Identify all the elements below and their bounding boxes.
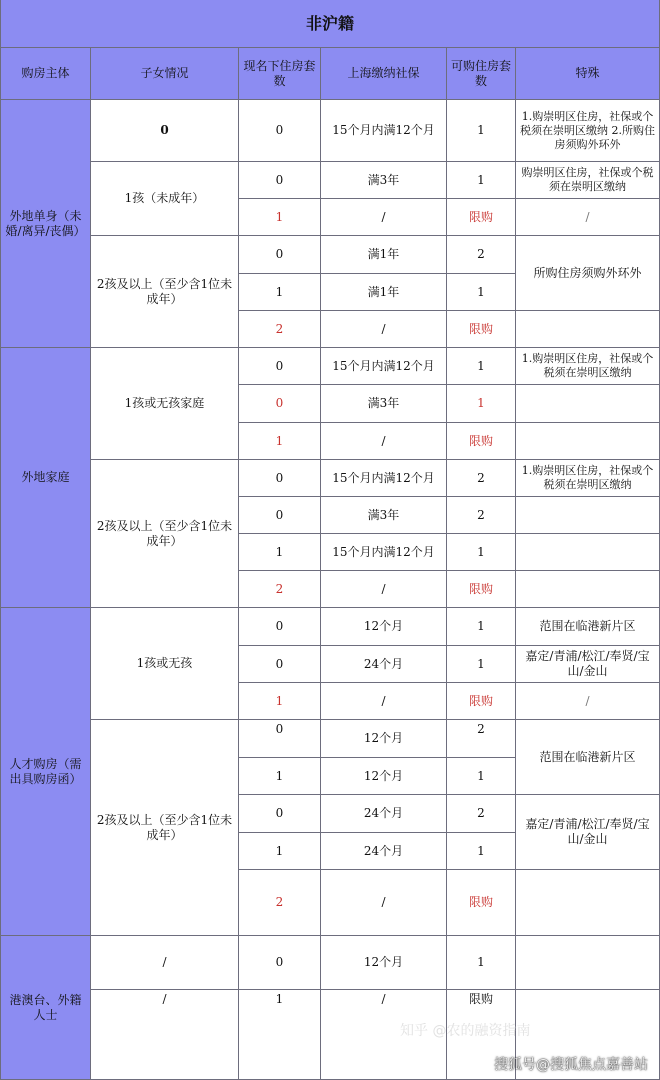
owned-cell: 0 xyxy=(239,100,321,162)
buyable-limit: 限购 xyxy=(447,311,516,348)
buyable-cell: 1 xyxy=(447,348,516,385)
owned-cell: 0 xyxy=(239,460,321,497)
buyable-cell: 2 xyxy=(447,497,516,534)
note-districts: 嘉定/青浦/松江/奉贤/宝山/金山 xyxy=(516,646,660,683)
owned-cell: 1 xyxy=(239,274,321,311)
social-cell: 15个月内满12个月 xyxy=(321,534,447,571)
group-single: 外地单身（未婚/离异/丧偶） xyxy=(0,100,91,348)
buyable-limit: 限购 xyxy=(447,571,516,608)
note-empty xyxy=(516,571,660,608)
owned-cell: 0 xyxy=(239,646,321,683)
owned-cell: 0 xyxy=(239,348,321,385)
social-cell: 24个月 xyxy=(321,833,447,870)
buyable-cell: 1 xyxy=(447,646,516,683)
table-title: 非沪籍 xyxy=(0,0,660,48)
social-cell: 15个月内满12个月 xyxy=(321,460,447,497)
header-special: 特殊 xyxy=(516,48,660,100)
note-chongming: 购崇明区住房，社保或个税须在崇明区缴纳 xyxy=(516,162,660,199)
note-lingang: 范围在临港新片区 xyxy=(516,608,660,646)
buyable-cell: 1 xyxy=(447,385,516,423)
buyable-cell: 2 xyxy=(447,236,516,274)
owned-cell: 2 xyxy=(239,870,321,936)
credit-watermark: 搜狐号@搜狐焦点嘉善站 xyxy=(494,1057,648,1073)
owned-cell: 1 xyxy=(239,683,321,720)
children-one-or-none-family: 1孩或无孩家庭 xyxy=(91,348,239,460)
header-subject: 购房主体 xyxy=(0,48,91,100)
buyable-cell: 1 xyxy=(447,758,516,795)
children-two-plus: 2孩及以上（至少含1位未成年） xyxy=(91,720,239,936)
header-children: 子女情况 xyxy=(91,48,239,100)
buyable-cell: 1 xyxy=(447,162,516,199)
header-social-security: 上海缴纳社保 xyxy=(321,48,447,100)
owned-cell: 1 xyxy=(239,758,321,795)
group-foreign: 港澳台、外籍人士 xyxy=(0,936,91,1080)
children-one-minor: 1孩（未成年） xyxy=(91,162,239,236)
note-chongming: 1.购崇明区住房，社保或个税须在崇明区缴纳 xyxy=(516,460,660,497)
buyable-limit: 限购 xyxy=(447,870,516,936)
note-lingang: 范围在临港新片区 xyxy=(516,720,660,795)
owned-cell: 0 xyxy=(239,795,321,833)
buyable-cell: 1 xyxy=(447,274,516,311)
note-empty xyxy=(516,870,660,936)
buyable-cell: 1 xyxy=(447,608,516,646)
note-empty xyxy=(516,423,660,460)
buyable-cell: 1 xyxy=(447,534,516,571)
owned-cell: 1 xyxy=(239,833,321,870)
note-districts: 嘉定/青浦/松江/奉贤/宝山/金山 xyxy=(516,795,660,870)
owned-cell: 1 xyxy=(239,423,321,460)
buyable-cell: 2 xyxy=(447,460,516,497)
buyable-limit: 限购 xyxy=(447,683,516,720)
group-talent: 人才购房（需出具购房函） xyxy=(0,608,91,936)
social-cell: 满1年 xyxy=(321,236,447,274)
faint-watermark: 知乎 @农的融资指南 xyxy=(400,1023,531,1039)
children-two-plus: 2孩及以上（至少含1位未成年） xyxy=(91,460,239,608)
children-zero: 0 xyxy=(91,100,239,162)
children-slash: / xyxy=(91,990,239,1080)
owned-cell: 0 xyxy=(239,720,321,758)
owned-cell: 0 xyxy=(239,497,321,534)
social-cell: / xyxy=(321,571,447,608)
social-cell: 满3年 xyxy=(321,162,447,199)
header-owned-count: 现名下住房套数 xyxy=(239,48,321,100)
social-cell: / xyxy=(321,870,447,936)
note-slash: / xyxy=(516,683,660,720)
owned-cell: 0 xyxy=(239,385,321,423)
buyable-cell: 2 xyxy=(447,720,516,758)
note-empty xyxy=(516,385,660,423)
social-cell: 24个月 xyxy=(321,646,447,683)
owned-cell: 1 xyxy=(239,199,321,236)
social-cell: / xyxy=(321,990,447,1080)
buyable-cell: 1 xyxy=(447,100,516,162)
social-cell: 满3年 xyxy=(321,497,447,534)
social-cell: / xyxy=(321,311,447,348)
note-empty xyxy=(516,936,660,990)
group-family: 外地家庭 xyxy=(0,348,91,608)
owned-cell: 0 xyxy=(239,936,321,990)
owned-cell: 1 xyxy=(239,534,321,571)
social-cell: 24个月 xyxy=(321,795,447,833)
note-outer-ring: 所购住房须购外环外 xyxy=(516,236,660,311)
children-one-or-none: 1孩或无孩 xyxy=(91,608,239,720)
note-empty xyxy=(516,497,660,534)
note-empty xyxy=(516,534,660,571)
owned-cell: 1 xyxy=(239,990,321,1080)
social-cell: 12个月 xyxy=(321,720,447,758)
note-empty xyxy=(516,311,660,348)
children-slash: / xyxy=(91,936,239,990)
owned-cell: 0 xyxy=(239,162,321,199)
social-cell: 15个月内满12个月 xyxy=(321,100,447,162)
owned-cell: 2 xyxy=(239,571,321,608)
buyable-limit: 限购 xyxy=(447,423,516,460)
owned-cell: 0 xyxy=(239,608,321,646)
note-chongming: 1.购崇明区住房，社保或个税须在崇明区缴纳 2.所购住房须购外环外 xyxy=(516,100,660,162)
social-cell: / xyxy=(321,199,447,236)
buyable-cell: 1 xyxy=(447,833,516,870)
children-two-plus: 2孩及以上（至少含1位未成年） xyxy=(91,236,239,348)
buyable-limit: 限购 xyxy=(447,990,516,1080)
social-cell: 满3年 xyxy=(321,385,447,423)
social-cell: 15个月内满12个月 xyxy=(321,348,447,385)
note-slash: / xyxy=(516,199,660,236)
owned-cell: 2 xyxy=(239,311,321,348)
buyable-cell: 2 xyxy=(447,795,516,833)
buyable-limit: 限购 xyxy=(447,199,516,236)
buyable-cell: 1 xyxy=(447,936,516,990)
note-chongming: 1.购崇明区住房，社保或个税须在崇明区缴纳 xyxy=(516,348,660,385)
social-cell: 12个月 xyxy=(321,936,447,990)
social-cell: 满1年 xyxy=(321,274,447,311)
owned-cell: 0 xyxy=(239,236,321,274)
header-buyable-count: 可购住房套数 xyxy=(447,48,516,100)
social-cell: / xyxy=(321,423,447,460)
social-cell: 12个月 xyxy=(321,758,447,795)
social-cell: 12个月 xyxy=(321,608,447,646)
social-cell: / xyxy=(321,683,447,720)
